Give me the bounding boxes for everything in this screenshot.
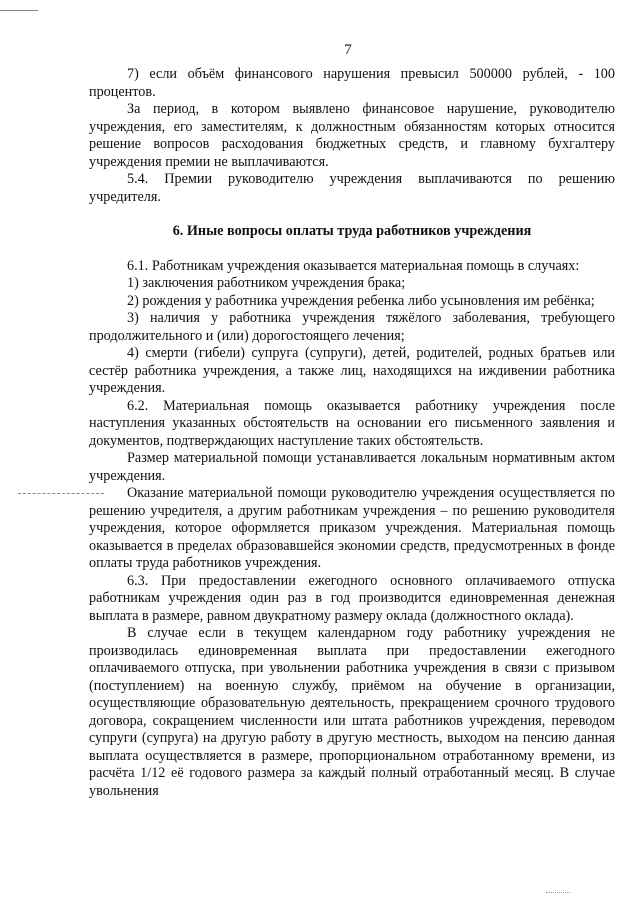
scan-edge-mark [0,10,38,11]
paragraph-5-4: 5.4. Премии руководителю учреждения выплачиваются по решению учредителя. [89,171,615,205]
paragraph-aid-decision: Оказание материальной помощи руководителю учреждения осуществляется по решению учредителя, а другим работникам учреждения – по решению руководителя учреждения, которое оформляется приказом учреждения. Материальная помощь оказывается в пределах образовавшейся экономии средств, предусмотренных в фонде оплаты труда работников учреждения. [89,485,615,571]
paragraph-period-violation: За период, в котором выявлено финансовое нарушение, руководителю учреждения, его заместителям, к должностным обязанностям которых относится решение вопросов расходования бюджетных средств, и главному бухгалтеру учреждения премии не выплачиваются. [89,101,615,170]
list-item-birth: 2) рождения у работника учреждения ребенка либо усыновления им ребёнка; [127,292,595,309]
paragraph-7-violation: 7) если объём финансового нарушения превысил 500000 рублей, - 100 процентов. [89,66,615,100]
paragraph-6-1: 6.1. Работникам учреждения оказывается материальная помощь в случаях: [127,257,580,274]
list-item-death: 4) смерти (гибели) супруга (супруги), детей, родителей, родных братьев или сестёр работника учреждения, а также лиц, находящихся на иждивении работника учреждения. [89,345,615,396]
page-number: 7 [344,42,352,58]
section-heading: 6. Иные вопросы оплаты труда работников учреждения [172,223,532,239]
scan-dot-marks [546,892,570,897]
paragraph-6-3: 6.3. При предоставлении ежегодного основного оплачиваемого отпуска работникам учреждения один раз в год производится единовременная денежная выплата в размере, равном двукратному размеру оклада (должностного оклада). [89,572,615,624]
list-item-illness: 3) наличия у работника учреждения тяжёлого заболевания, требующего продолжительного и (или) дорогостоящего лечения; [89,310,615,344]
paragraph-6-2: 6.2. Материальная помощь оказывается работнику учреждения после наступления указанных обстоятельств на основании его письменного заявления и документов, подтверждающих наступление таких обстоятельств. [89,397,615,449]
paragraph-aid-amount: Размер материальной помощи устанавливается локальным нормативным актом учреждения. [89,450,615,484]
list-item-marriage: 1) заключения работником учреждения брака; [127,275,406,291]
paragraph-dismissal-case: В случае если в текущем календарном году работнику учреждения не производилась единовременная выплата при предоставлении ежегодного оплачиваемого отпуска, при увольнении работника учреждения в связи с призывом (поступлением) на военную службу, приёмом на обучение в организации, осуществляющие образовательную деятельность, прекращением срочного трудового договора, сокращением численности или штата работников учреждения, переводом супруги (супруга) на другую работу в другую местность, выходом на пенсию данная выплата осуществляется в размере, пропорциональном отработанному времени, из расчёта 1/12 её годового размера за каждый полный отработанный месяц. В случае увольнения [89,625,615,799]
document-body [89,66,615,800]
